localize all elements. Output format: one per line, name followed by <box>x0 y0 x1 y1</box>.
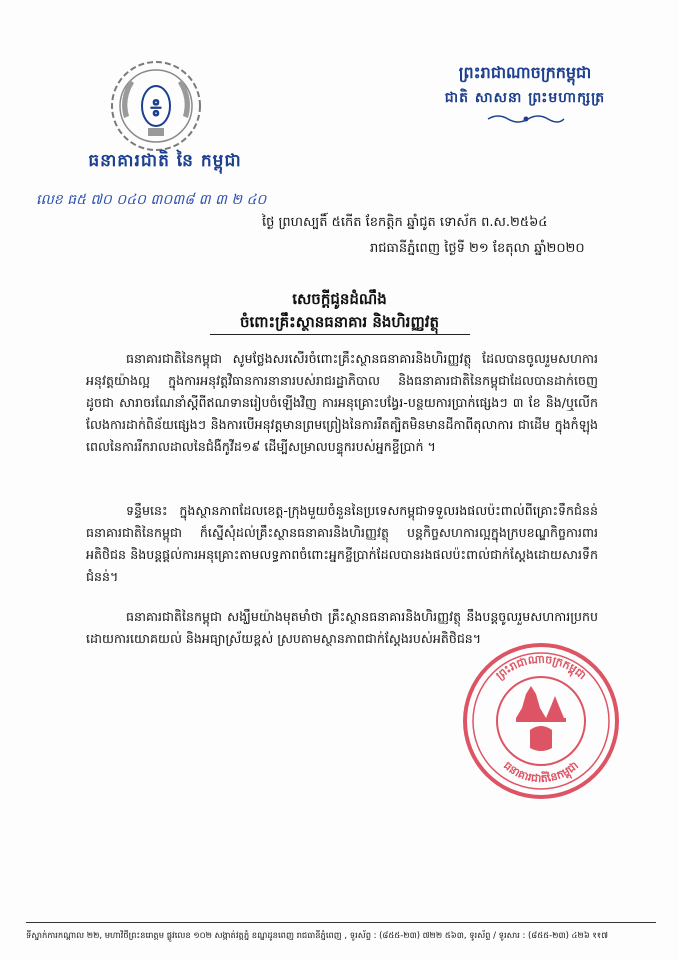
ornament-divider-icon <box>486 112 566 126</box>
subtitle-underline <box>210 334 470 335</box>
reference-number: លេខ ធ៥ ៧០ ០៤០ ៣០៣៨ ៣ ៣ ២ ៤០ <box>36 192 267 208</box>
official-seal-icon <box>460 640 622 802</box>
svg-text:៖: ៖ <box>150 93 162 123</box>
document-subtitle: ចំពោះគ្រឹះស្ថានធនាគារ និងហិរញ្ញវត្ថុ <box>239 313 440 331</box>
paragraph-1: ធនាគារជាតិនៃកម្ពុជា សូមថ្លែងសរសើរចំពោះគ្រឹះស្ថានធនាគារនិងហិរញ្ញវត្ថុ ដែលបានចូលរួមសហការអនុវត្តយ៉ាងល្អ ក្នុងការអនុវត្តវិធានការនានារបស់រាជរដ្ឋាភិបាល និងធនាគារជាតិនៃកម្ពុជាដែលបានដាក់ចេញ ដូចជា សារាចរណែនាំស្តីពីឥណទានរៀបចំឡើងវិញ ការអនុគ្រោះបង្វែរ-បន្ថយការប្រាក់ផ្សេងៗ ៣ ខែ និង/ឬលើកលែងការដាក់ពិន័យផ្សេងៗ និងការបើអនុវត្តមានព្រមព្រៀងនៃការរឹតត្បិតមិនមានដីកាពីតុលាការ ជាដើម ក្នុងកំឡុងពេលនៃការរីករាលដាលនៃជំងឺកូវីដ១៩ ដើម្បីសម្រាលបន្ទុករបស់អ្នកខ្ចីប្រាក់ ។ <box>86 351 598 454</box>
kingdom-title: ព្រះរាជាណាចក្រកម្ពុជា <box>458 63 592 82</box>
seal-bottom-text: ធនាគារជាតិនៃកម្ពុជា <box>501 758 581 786</box>
national-motto: ជាតិ សាសនា ព្រះមហាក្សត្រ <box>444 90 606 106</box>
svg-text:ធនាគារជាតិនៃកម្ពុជា <box>501 759 581 785</box>
lunar-date: ថ្ងៃ ព្រហស្បតិ៍ ៥កើត ខែកត្តិក ឆ្នាំជូត ទោស័ក ព.ស.២៥៦៤ <box>262 215 548 230</box>
paragraph-2: ទន្ទឹមនេះ ក្នុងស្ថានភាពដែលខេត្ត-ក្រុងមួយចំនួននៃប្រទេសកម្ពុជាទទួលរងផលប៉ះពាល់ពីគ្រោះទឹកជំនន់ ធនាគារជាតិនៃកម្ពុជា ក៏ស្នើសុំដល់គ្រឹះស្ថានធនាគារនិងហិរញ្ញវត្ថុ បន្តកិច្ចសហការល្អក្នុងក្របខណ្ឌកិច្ចការពារអតិថិជន និងបន្តផ្តល់ការអនុគ្រោះតាមលទ្ធភាពចំពោះអ្នកខ្ចីប្រាក់ដែលបានរងផលប៉ះពាល់ជាក់ស្តែងដោយសារទឹកជំនន់។ <box>86 503 598 584</box>
seal-top-text: ព្រះរាជាណាចក្រកម្ពុជា <box>493 652 589 683</box>
document-title: សេចក្តីជូនដំណឹង <box>292 290 387 308</box>
bank-name: ធនាគារជាតិ នៃ កម្ពុជា <box>88 151 242 171</box>
footer-address: ទីស្នាក់ការកណ្តាល ២២, មហាវិថីព្រះនរោត្តម ផ្លូវលេខ ១០២ សង្កាត់វត្តភ្នំ ខណ្ឌដូនពេញ រាជធានីភ្នំពេញ , ទូរស័ព្ទ : (៨៥៥-២៣) ៧២២ ៥៦៣, ទូរស័ព្ទ / ទូរសារ : (៨៥៥-២៣) ៤២៦ ११៧ <box>26 930 608 940</box>
national-bank-emblem-icon <box>108 58 204 154</box>
paragraph-3: ធនាគារជាតិនៃកម្ពុជា សង្ឃឹមយ៉ាងមុតមាំថា គ្រឹះស្ថានធនាគារនិងហិរញ្ញវត្ថុ នឹងបន្តចូលរួមសហការប្រកបដោយការយោគយល់ និងអធ្យាស្រ័យខ្ពស់ ស្របតាមស្ថានភាពជាក់ស្តែងរបស់អតិថិជន។ <box>86 609 598 646</box>
footer-divider <box>26 922 656 923</box>
solar-date: រាជធានីភ្នំពេញ ថ្ងៃទី ២១ ខែតុលា ឆ្នាំ២០២០ <box>370 241 585 256</box>
